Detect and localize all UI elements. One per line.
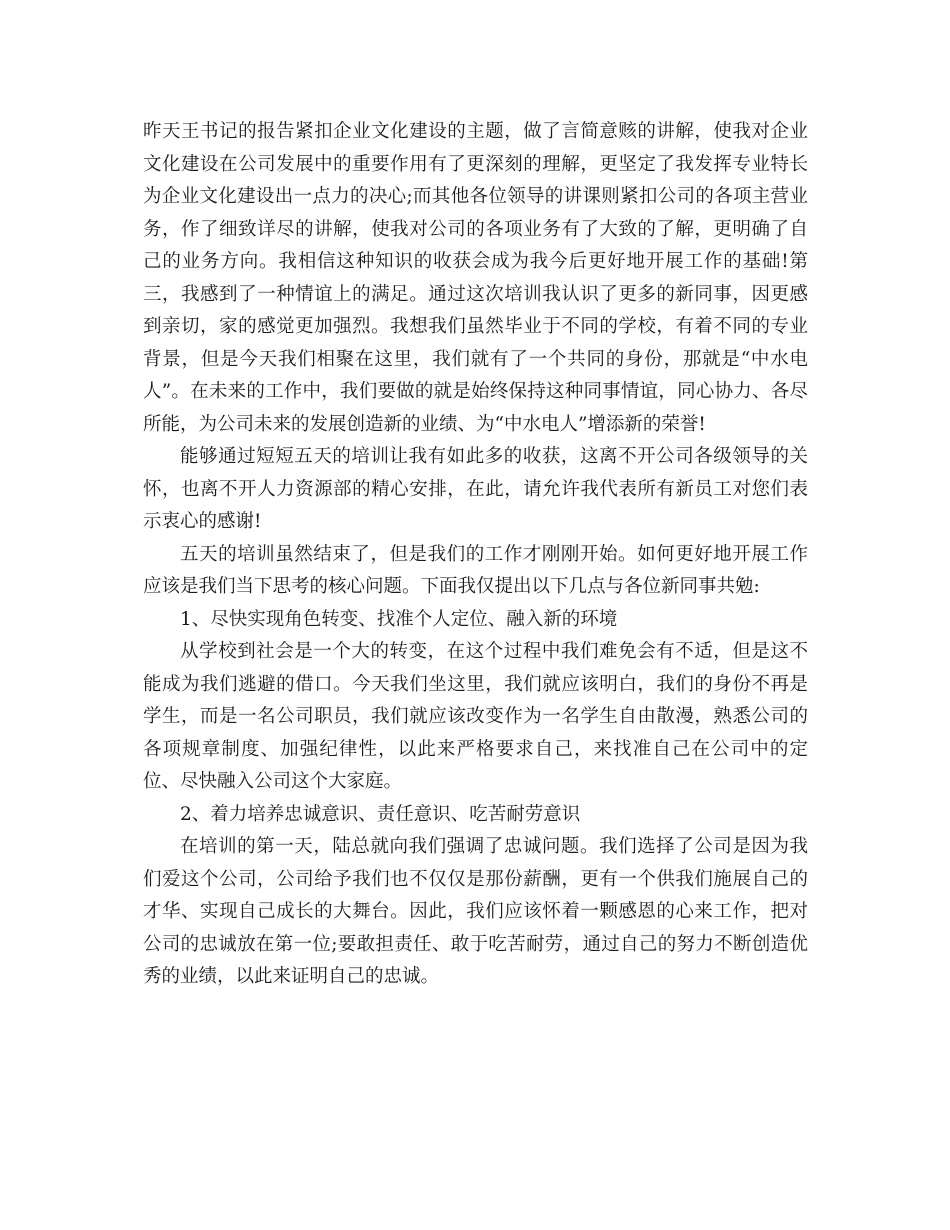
section-heading-2: 2、着力培养忠诚意识、责任意识、吃苦耐劳意识 <box>180 803 581 825</box>
paragraph-culture-training: 昨天王书记的报告紧扣企业文化建设的主题，做了言简意赅的讲解，使我对企业文化建设在公司发展中的重要作用有了更深刻的理解，更坚定了我发挥专业特长为企业文化建设出一点力的决心;而其他各位领导的讲课则紧扣公司的各项主营业务，作了细致详尽的讲解，使我对公司的各项业务有了大致的了解，更明确了自己的业务方向。我相信这种知识的收获会成为我今后更好地开展工作的基础!第三，我感到了一种情谊上的满足。通过这次培训我认识了更多的新同事，因更感到亲切，家的感觉更加强烈。我想我们虽然毕业于不同的学校，有着不同的专业背景，但是今天我们相聚在这里，我们就有了一个共同的身份，那就是“中水电人”。在未来的工作中，我们要做的就是始终保持这种同事情谊，同心协力、各尽所能，为公司未来的发展创造新的业绩、为“中水电人”增添新的荣誉! <box>143 121 808 435</box>
document-page <box>143 116 808 994</box>
paragraph-thanks: 能够通过短短五天的培训让我有如此多的收获，这离不开公司各级领导的关怀，也离不开人力资源部的精心安排，在此，请允许我代表所有新员工对您们表示衷心的感谢! <box>143 446 808 532</box>
paragraph-training-end: 五天的培训虽然结束了，但是我们的工作才刚刚开始。如何更好地开展工作应该是我们当下思考的核心问题。下面我仅提出以下几点与各位新同事共勉: <box>143 543 808 597</box>
paragraph-role-change: 从学校到社会是一个大的转变，在这个过程中我们难免会有不适，但是这不能成为我们逃避的借口。今天我们坐这里，我们就应该明白，我们的身份不再是学生，而是一名公司职员，我们就应该改变作为一名学生自由散漫，熟悉公司的各项规章制度、加强纪律性，以此来严格要求自己，来找准自己在公司中的定位、尽快融入公司这个大家庭。 <box>143 641 808 792</box>
paragraph-loyalty: 在培训的第一天，陆总就向我们强调了忠诚问题。我们选择了公司是因为我们爱这个公司，公司给予我们也不仅仅是那份薪酬，更有一个供我们施展自己的才华、实现自己成长的大舞台。因此，我们应该怀着一颗感恩的心来工作，把对公司的忠诚放在第一位;要敢担责任、敢于吃苦耐劳，通过自己的努力不断创造优秀的业绩，以此来证明自己的忠诚。 <box>143 836 808 987</box>
section-heading-1: 1、尽快实现角色转变、找准个人定位、融入新的环境 <box>180 608 618 630</box>
